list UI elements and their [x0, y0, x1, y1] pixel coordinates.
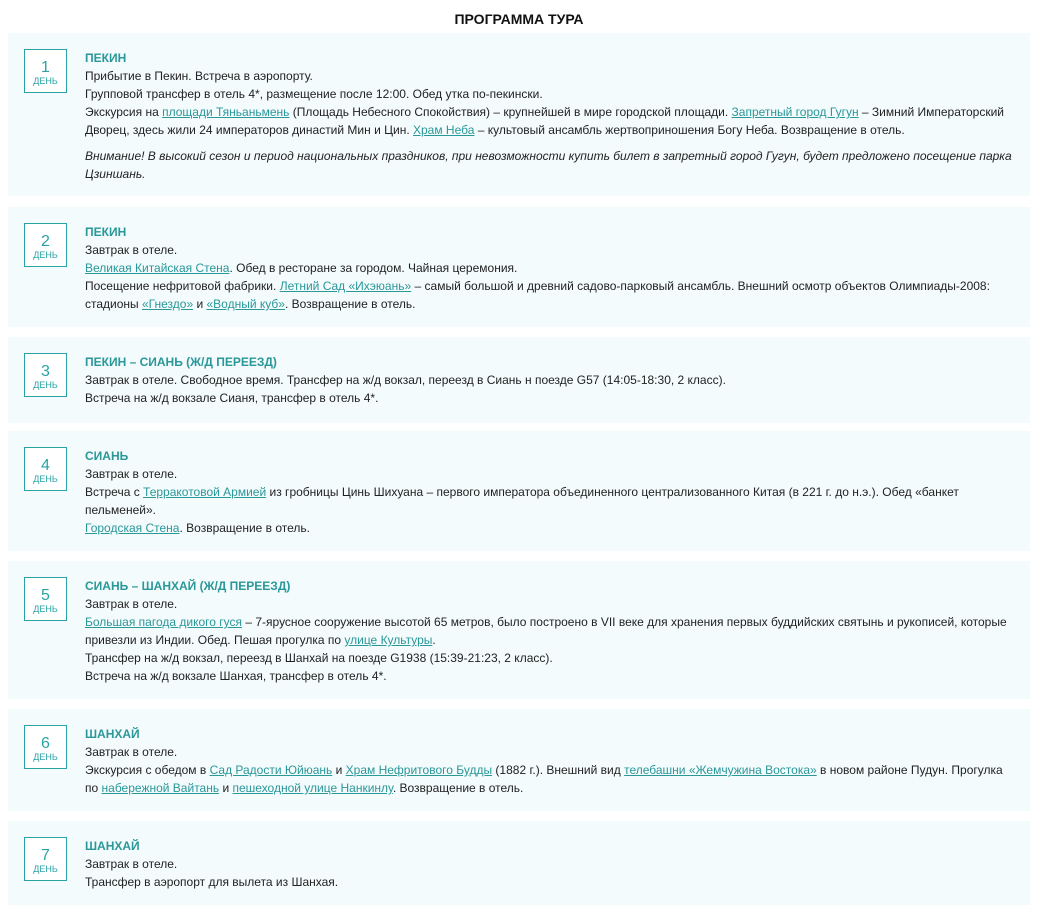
- itinerary-line: [85, 761, 1016, 797]
- itinerary-line: [85, 67, 1016, 85]
- itinerary-text: Трансфер в аэропорт для вылета из Шанхая.: [85, 875, 339, 889]
- attraction-link[interactable]: Запретный город Гугун: [731, 105, 859, 119]
- attraction-link[interactable]: Храм Неба: [413, 123, 475, 137]
- itinerary-text: Встреча на ж/д вокзале Шанхая, трансфер в отель 4*.: [85, 669, 387, 683]
- day-heading: ПЕКИН – СИАНЬ (Ж/Д ПЕРЕЕЗД): [85, 355, 277, 369]
- day-description: [85, 50, 1016, 183]
- day-number: 2: [41, 233, 50, 250]
- itinerary-line: [85, 595, 1016, 613]
- day-heading: ПЕКИН: [85, 225, 127, 239]
- itinerary-text: .: [432, 633, 436, 647]
- day-description: [85, 224, 1016, 313]
- attraction-link[interactable]: Великая Китайская Стена: [85, 261, 230, 275]
- itinerary-line: [85, 667, 1016, 685]
- itinerary-text: Завтрак в отеле.: [85, 467, 178, 481]
- itinerary-line: [85, 465, 1016, 483]
- day-description: [85, 726, 1016, 797]
- day-card: [8, 431, 1030, 551]
- itinerary-text: и: [193, 297, 207, 311]
- day-label: ДЕНЬ: [33, 864, 58, 874]
- page-title: ПРОГРАММА ТУРА: [454, 11, 584, 27]
- attraction-link[interactable]: телебашни «Жемчужина Востока»: [624, 763, 817, 777]
- day-number: 5: [41, 587, 50, 604]
- itinerary-text: и: [332, 763, 346, 777]
- day-description: [85, 578, 1016, 685]
- day-heading: ШАНХАЙ: [85, 727, 140, 741]
- itinerary-text: Завтрак в отеле.: [85, 597, 178, 611]
- itinerary-text: Прибытие в Пекин. Встреча в аэропорту.: [85, 69, 313, 83]
- itinerary-text: (Площадь Небесного Спокойствия) – крупнейшей в мире городской площади.: [289, 105, 732, 119]
- day-card: [8, 337, 1030, 423]
- day-description: [85, 448, 1016, 537]
- itinerary-text: – самый большой и древний садово-парковый ансамбль. Внешний осмотр объектов Олимпиады-2008: стадионы: [85, 279, 990, 311]
- itinerary-text: – 7-ярусное сооружение высотой 65 метров, было построено в VII веке для хранения первых буддийских святынь и рукописей, которые привезли из Индии. Обед. Пешая прогулка по: [85, 615, 1007, 647]
- itinerary-line: [85, 483, 1016, 519]
- itinerary-line: [85, 613, 1016, 649]
- day-number: 1: [41, 59, 50, 76]
- attraction-link[interactable]: Летний Сад «Ихэюань»: [279, 279, 412, 293]
- itinerary-text: в новом районе Пудун. Прогулка по: [85, 763, 1003, 795]
- itinerary-text: Встреча на ж/д вокзале Сианя, трансфер в отель 4*.: [85, 391, 379, 405]
- itinerary-text: Завтрак в отеле.: [85, 243, 178, 257]
- itinerary-line: [85, 855, 1016, 873]
- itinerary-line: [85, 241, 1016, 259]
- itinerary-text: Трансфер на ж/д вокзал, переезд в Шанхай на поезде G1938 (15:39-21:23, 2 класс).: [85, 651, 553, 665]
- day-label: ДЕНЬ: [33, 76, 58, 86]
- day-badge: [24, 725, 67, 769]
- attraction-link[interactable]: Храм Нефритового Будды: [345, 763, 493, 777]
- itinerary-text: (1882 г.). Внешний вид: [492, 763, 625, 777]
- day-card: [8, 709, 1030, 811]
- day-description: [85, 838, 1016, 891]
- itinerary-line: [85, 389, 1016, 407]
- attraction-link[interactable]: Большая пагода дикого гуся: [85, 615, 243, 629]
- attraction-link[interactable]: «Гнездо»: [142, 297, 194, 311]
- day-heading: ПЕКИН: [85, 51, 127, 65]
- day-card: [8, 33, 1030, 196]
- day-note: Внимание! В высокий сезон и период национальных праздников, при невозможности купить билет в запретный город Гугун, будет предложено посещение парка Цзиншань.: [85, 149, 1012, 181]
- day-label: ДЕНЬ: [33, 604, 58, 614]
- itinerary-text: . Возвращение в отель.: [284, 297, 416, 311]
- itinerary-line: [85, 649, 1016, 667]
- itinerary-text: . Возвращение в отель.: [179, 521, 311, 535]
- attraction-link[interactable]: Сад Радости Юйюань: [209, 763, 333, 777]
- attraction-link[interactable]: улице Культуры: [344, 633, 433, 647]
- attraction-link[interactable]: набережной Вайтань: [101, 781, 220, 795]
- itinerary-text: из гробницы Цинь Шихуана – первого императора объединенного централизованного Китая (в 221 г. до н.э.). Обед «банкет пельменей».: [85, 485, 959, 517]
- itinerary-text: – культовый ансамбль жертвоприношения Богу Неба. Возвращение в отель.: [474, 123, 905, 137]
- day-badge: [24, 837, 67, 881]
- day-badge: [24, 577, 67, 621]
- itinerary-text: . Обед в ресторане за городом. Чайная церемония.: [229, 261, 518, 275]
- day-card: [8, 207, 1030, 327]
- day-label: ДЕНЬ: [33, 474, 58, 484]
- day-label: ДЕНЬ: [33, 380, 58, 390]
- itinerary-text: Экскурсия на: [85, 105, 163, 119]
- itinerary-line: [85, 259, 1016, 277]
- itinerary-text: Экскурсия с обедом в: [85, 763, 210, 777]
- itinerary-text: Встреча с: [85, 485, 144, 499]
- day-label: ДЕНЬ: [33, 752, 58, 762]
- day-badge: [24, 353, 67, 397]
- itinerary-text: Завтрак в отеле.: [85, 857, 178, 871]
- itinerary-text: Завтрак в отеле.: [85, 745, 178, 759]
- day-number: 4: [41, 457, 50, 474]
- day-number: 7: [41, 847, 50, 864]
- itinerary-text: – Зимний Императорский Дворец, здесь жили 24 императоров династий Мин и Цин.: [85, 105, 1004, 137]
- itinerary-line: [85, 85, 1016, 103]
- day-number: 3: [41, 363, 50, 380]
- attraction-link[interactable]: «Водный куб»: [206, 297, 285, 311]
- day-description: [85, 354, 1016, 407]
- attraction-link[interactable]: Терракотовой Армией: [143, 485, 267, 499]
- itinerary-line: [85, 743, 1016, 761]
- itinerary-text: Групповой трансфер в отель 4*, размещение после 12:00. Обед утка по-пекински.: [85, 87, 543, 101]
- attraction-link[interactable]: Городская Стена: [85, 521, 180, 535]
- itinerary-line: [85, 103, 1016, 139]
- day-badge: [24, 223, 67, 267]
- day-number: 6: [41, 735, 50, 752]
- itinerary-text: . Возвращение в отель.: [392, 781, 524, 795]
- day-card: [8, 561, 1030, 699]
- itinerary-line: [85, 277, 1016, 313]
- day-card: [8, 821, 1030, 905]
- itinerary-text: и: [219, 781, 233, 795]
- day-heading: ШАНХАЙ: [85, 839, 140, 853]
- day-heading: СИАНЬ – ШАНХАЙ (Ж/Д ПЕРЕЕЗД): [85, 579, 291, 593]
- itinerary-text: Завтрак в отеле. Свободное время. Трансфер на ж/д вокзал, переезд в Сиань н поезде G57 (14:05-18:30, 2 класс).: [85, 373, 726, 387]
- attraction-link[interactable]: пешеходной улице Нанкинлу: [232, 781, 393, 795]
- attraction-link[interactable]: площади Тяньаньмень: [162, 105, 290, 119]
- itinerary-line: [85, 371, 1016, 389]
- itinerary-text: Посещение нефритовой фабрики.: [85, 279, 280, 293]
- day-badge: [24, 49, 67, 93]
- itinerary-line: [85, 519, 1016, 537]
- day-label: ДЕНЬ: [33, 250, 58, 260]
- itinerary-line: [85, 873, 1016, 891]
- day-heading: СИАНЬ: [85, 449, 129, 463]
- day-badge: [24, 447, 67, 491]
